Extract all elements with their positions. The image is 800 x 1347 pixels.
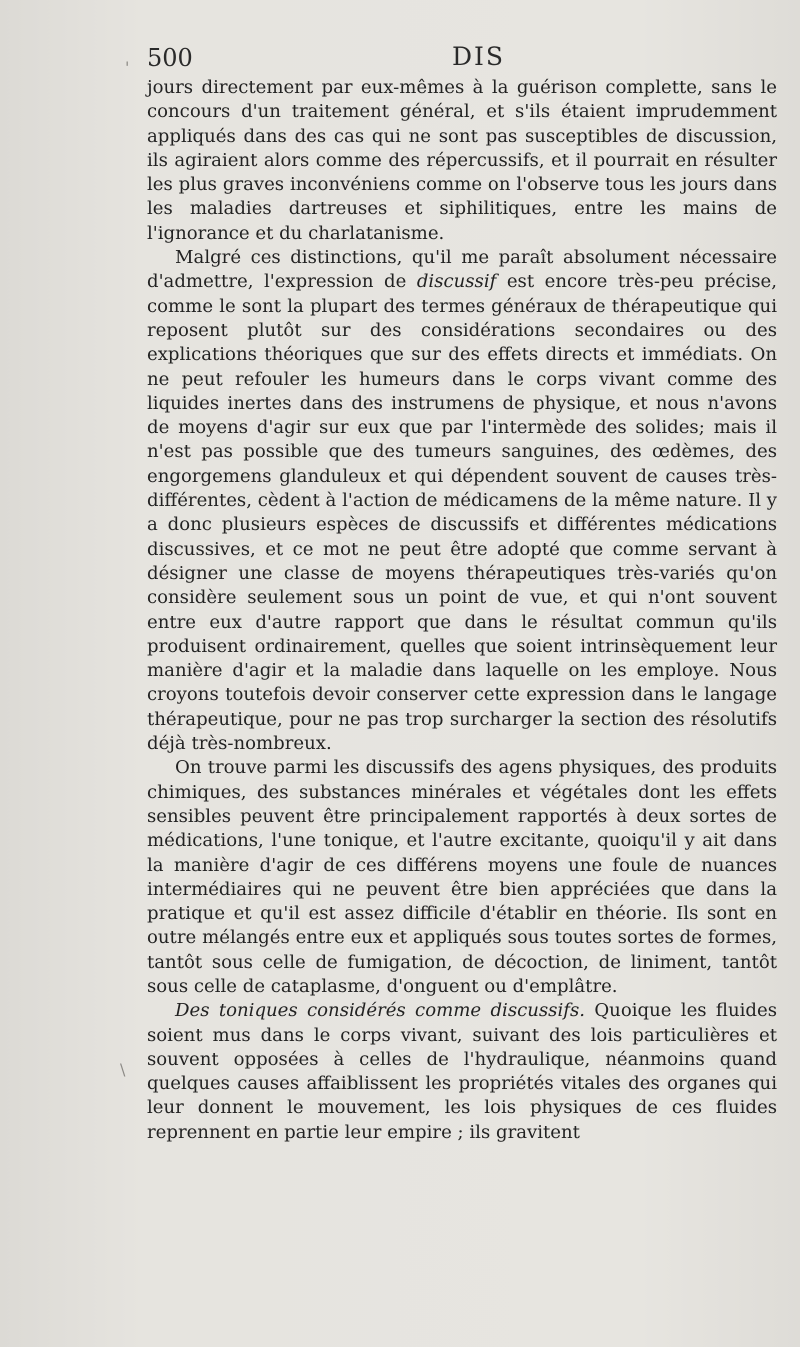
- paragraph-2: [147, 246, 777, 756]
- body-text: [147, 76, 777, 1145]
- term-discussif: discussif: [416, 271, 497, 293]
- page-speck: \: [120, 1060, 126, 1079]
- paragraph-3: On trouve parmi les discussifs des agens physiques, des produits chimiques, des substances minérales et végétales dont les effets sensibles peuvent être principalement rapportés à deux sortes de médications, l'une tonique, et l'autre excitante, quoiqu'il y ait dans la manière d'agir de ces différens moyens une foule de nuances intermédiaires qui ne peuvent être bien appréciées que dans la pratique et qu'il est assez difficile d'établir en théorie. Ils sont en outre mélangés entre eux et appliqués sous toutes sortes de formes, tantôt sous celle de fumigation, de décoction, de liniment, tantôt sous celle de cataplasme, d'onguent ou d'emplâtre.: [147, 757, 777, 997]
- page-speck: ': [125, 58, 130, 77]
- running-head: DIS: [452, 42, 506, 71]
- paragraph-2-start: Malgré ces distinctions, qu'il me paraît absolument nécessaire d'admettre, l'expression de: [147, 247, 777, 293]
- paragraph-1: jours directement par eux-mêmes à la guérison complette, sans le concours d'un traitement général, et s'ils étaient imprudemment appliqués dans des cas qui ne sont pas susceptibles de discussion, ils agiraient alors comme des répercussifs, et il pourrait en résulter les plus graves inconvéniens comme on l'observe tous les jours dans les maladies dartreuses et siphilitiques, entre les mains de l'ignorance et du charlatanisme.: [147, 77, 777, 244]
- section-heading-toniques: Des toniques considérés comme discussifs.: [175, 1000, 585, 1022]
- paragraph-4: [147, 999, 777, 1145]
- paragraph-2-rest: est encore très-peu précise, comme le sont la plupart des termes généraux de thérapeutique qui reposent plutôt sur des considérations secondaires ou des explications théoriques que sur des effets directs et immédiats. On ne peut refouler les humeurs dans le corps vivant comme des liquides inertes dans des instrumens de physique, et nous n'avons de moyens d'agir sur eux que par l'intermède des solides; mais il n'est pas possible que des tumeurs sanguines, des œdèmes, des engorgemens glanduleux et qui dépendent souvent de causes très-différentes, cèdent à l'action de médicamens de la même nature. Il y a donc plusieurs espèces de discussifs et différentes médications discussives, et ce mot ne peut être adopté que comme servant à désigner une classe de moyens thérapeutiques très-variés qu'on considère seulement sous un point de vue, et qui n'ont souvent entre eux d'autre rapport que dans le résultat commun qu'ils produisent ordinairement, quelles que soient intrinsèquement leur manière d'agir et la maladie dans laquelle on les employe. Nous croyons toutefois devoir conserver cette expression dans le langage thérapeutique, pour ne pas trop surcharger la section des résolutifs déjà très-nombreux.: [147, 271, 777, 755]
- page-number: 500: [147, 44, 193, 72]
- paragraph-4-text: Quoique les fluides soient mus dans le corps vivant, suivant des lois particulières et souvent opposées à celles de l'hydraulique, néanmoins quand quelques causes affaiblissent les propriétés vitales des organes qui leur donnent le mouvement, les lois physiques de ces fluides reprennent en partie leur empire ; ils gravitent: [147, 1000, 777, 1143]
